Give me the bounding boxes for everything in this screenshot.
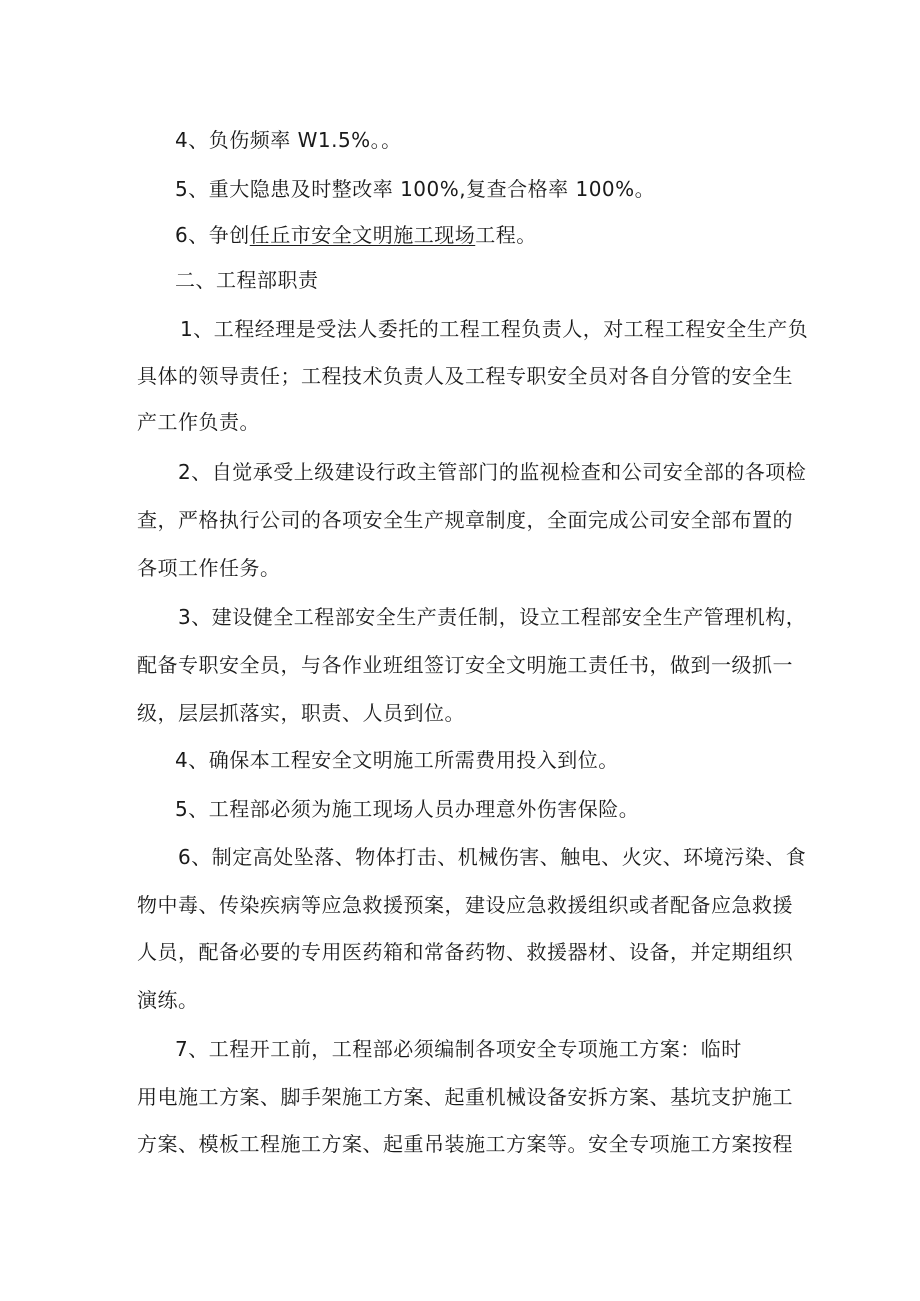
- duty-3-line-3: 级，层层抓落实，职责、人员到位。: [137, 701, 465, 725]
- goal-item-4: 4、负伤频率 W1.5%。。: [175, 128, 402, 152]
- duty-3-line-1: 3、建设健全工程部安全生产责任制，设立工程部安全生产管理机构，: [178, 605, 807, 629]
- duty-7-line-3: 方案、模板工程施工方案、起重吊装施工方案等。安全专项施工方案按程: [137, 1132, 793, 1156]
- duty-6-line-4: 演练。: [137, 988, 199, 1012]
- duty-7-line-2: 用电施工方案、脚手架施工方案、起重机械设备安拆方案、基坑支护施工: [137, 1085, 793, 1109]
- goal-item-6-prefix: 6、争创: [175, 223, 250, 247]
- goal-item-6-suffix: 工程。: [475, 223, 537, 247]
- duty-2-line-3: 各项工作任务。: [137, 556, 281, 580]
- duty-7-line-1: 7、工程开工前，工程部必须编制各项安全专项施工方案：临时: [175, 1037, 742, 1061]
- duty-6-line-2: 物中毒、传染疾病等应急救援预案，建设应急救援组织或者配备应急救援: [137, 893, 793, 917]
- duty-6-line-3: 人员，配备必要的专用医药箱和常备药物、救援器材、设备，并定期组织: [137, 940, 793, 964]
- duty-1-line-1: 1、工程经理是受法人委托的工程工程负责人，对工程工程安全生产负: [180, 317, 809, 341]
- duty-5: 5、工程部必须为施工现场人员办理意外伤害保险。: [175, 797, 640, 821]
- goal-item-6: [175, 223, 537, 247]
- section-title: 二、工程部职责: [175, 268, 319, 292]
- duty-1-line-2: 具体的领导责任；工程技术负责人及工程专职安全员对各自分管的安全生: [137, 364, 793, 388]
- goal-item-5: 5、重大隐患及时整改率 100%,复查合格率 100%。: [175, 177, 656, 201]
- duty-4: 4、确保本工程安全文明施工所需费用投入到位。: [175, 748, 619, 772]
- goal-item-6-underlined-site: 任丘市安全文明施工现场: [249, 223, 476, 247]
- duty-6-line-1: 6、制定高处坠落、物体打击、机械伤害、触电、火灾、环境污染、食: [178, 845, 807, 869]
- duty-2-line-1: 2、自觉承受上级建设行政主管部门的监视检查和公司安全部的各项检: [178, 460, 807, 484]
- duty-1-line-3: 产工作负责。: [137, 410, 260, 434]
- duty-3-line-2: 配备专职安全员，与各作业班组签订安全文明施工责任书，做到一级抓一: [137, 653, 793, 677]
- duty-2-line-2: 查，严格执行公司的各项安全生产规章制度，全面完成公司安全部布置的: [137, 508, 793, 532]
